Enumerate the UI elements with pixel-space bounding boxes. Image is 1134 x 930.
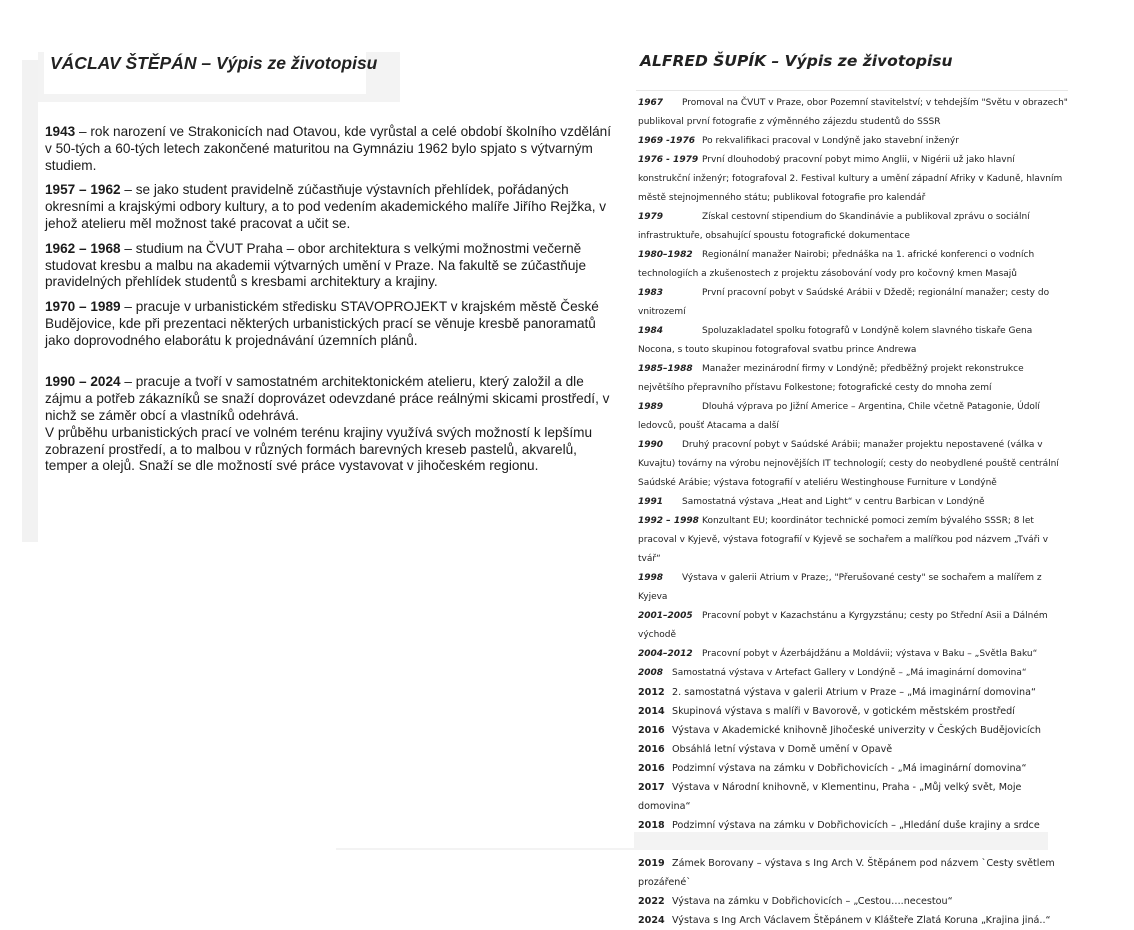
entry-text: Obsáhlá letní výstava v Domě umění v Opavě [672, 744, 893, 755]
entry-year: 1989 [638, 402, 664, 412]
entry-year: 1976 - 1979 [638, 155, 699, 165]
timeline-entry [638, 398, 1068, 436]
left-biography [45, 124, 615, 483]
timeline-entry [638, 284, 1068, 322]
bio-year: 1990 – 2024 [45, 374, 121, 390]
entry-text: Spoluzakladatel spolku fotografů v Londýně kolem slavného tiskaře Gena Nocona, s touto skupinou fotografoval svatbu prince Andrewa [638, 326, 1033, 355]
entry-year: 2008 [638, 668, 664, 678]
timeline-entry [638, 607, 1068, 645]
timeline-entry [638, 645, 1068, 664]
entry-text: 2. samostatná výstava v galerii Atrium v Praze – „Má imaginární domovina“ [672, 687, 1036, 698]
entry-year: 2001–2005 [638, 611, 693, 621]
entry-text: Podzimní výstava na zámku v Dobřichovicích – „Hledání duše krajiny a srdce [672, 820, 1040, 831]
entry-year: 2022 [638, 896, 665, 907]
entry-text: Samostatná výstava „Heat and Light“ v centru Barbican v Londýně [682, 497, 985, 507]
page-bottom-shade [634, 832, 1048, 850]
entry-year: 2016 [638, 744, 665, 755]
timeline-entry [638, 683, 1068, 702]
timeline-entry [638, 512, 1068, 569]
right-title: ALFRED ŠUPÍK – Výpis ze životopisu [640, 52, 953, 70]
timeline-entry [638, 360, 1068, 398]
timeline-entry [638, 854, 1068, 892]
entry-year: 2014 [638, 706, 665, 717]
bio-text: – pracuje a tvoří v samostatném architektonickém atelieru, který založil a dle zájmu a potřeb zákazníků se snaží doprovázet odevzdané práce reálnými skicami prostředí, v nichž se záměr obcí a vlastníků odehrává. V průběhu urbanistických prací ve volném terénu krajiny využívá svých možností k lepšímu zobrazení prostředí, a to malbou v různých formách barevných kreseb pastelů, akvarelů, temper a olejů. Snaží se dle možností své práce vystavovat v jihočeském regionu. [45, 374, 610, 474]
timeline-entry [638, 436, 1068, 493]
entry-year: 2019 [638, 858, 665, 869]
entry-year: 1969 -1976 [638, 136, 695, 146]
timeline-entry [638, 759, 1068, 778]
entry-text: Získal cestovní stipendium do Skandinávie a publikoval zprávu o sociální infrastruktuře, obsahující spoustu fotografické dokumentace [638, 212, 1030, 241]
timeline-entry [638, 208, 1068, 246]
bio-paragraph [45, 358, 615, 476]
entry-text: Samostatná výstava v Artefact Gallery v Londýně – „Má imaginární domovina“ [672, 668, 1027, 678]
entry-text: Výstava s Ing Arch Václavem Štěpánem v Klášteře Zlatá Koruna „Krajina jiná..“ [672, 915, 1051, 926]
entry-text: Manažer mezinárodní firmy v Londýně; předběžný projekt rekonstrukce největšího přepravního přístavu Folkestone; fotografické cesty do mnoha zemí [638, 364, 1024, 393]
timeline-entry [638, 132, 1068, 151]
entry-text: Konzultant EU; koordinátor technické pomoci zemím bývalého SSSR; 8 let pracoval v Kyjevě, výstava fotografií v Kyjevě se sochařem a malířkou pod názvem „Tváři v tvář“ [638, 516, 1049, 564]
entry-text: První pracovní pobyt v Saúdské Arábii v Džedě; regionální manažer; cesty do vnitrozemí [638, 288, 1050, 317]
entry-text: Výstava v Akademické knihovně Jihočeské univerzity v Českých Budějovicích [672, 725, 1041, 736]
entry-year: 1980–1982 [638, 250, 693, 260]
entry-year: 2024 [638, 915, 665, 926]
entry-year: 2016 [638, 725, 665, 736]
bio-year: 1943 [45, 124, 76, 139]
bio-text: – rok narození ve Strakonicích nad Otavou, kde vyrůstal a celé období školního vzdělání v 50-tých a 60-tých letech zakončené maturitou na Gymnáziu 1962 bylo spjato s výtvarným studiem. [45, 124, 612, 173]
timeline-entry [638, 246, 1068, 284]
timeline-entry [638, 911, 1068, 930]
timeline-entry [638, 740, 1068, 759]
entry-year: 1998 [638, 573, 664, 583]
bio-year: 1970 – 1989 [45, 299, 121, 315]
bio-paragraph [45, 241, 615, 291]
entry-text: Pracovní pobyt v Ázerbájdžánu a Moldávii; výstava v Baku – „Světla Baku“ [702, 649, 1038, 659]
timeline-entry [638, 702, 1068, 721]
bio-year: 1957 – 1962 [45, 182, 121, 198]
entry-year: 1985–1988 [638, 364, 693, 374]
timeline-entry [638, 322, 1068, 360]
timeline-entry [638, 778, 1068, 816]
entry-text: Výstava na zámku v Dobřichovicích – „Cestou….necestou“ [672, 896, 953, 907]
right-biography-list [638, 94, 1068, 930]
bio-text: – studium na ČVUT Praha – obor architektura s velkými možnostmi večerně studovat kresbu a malbu na akademii výtvarných umění v Praze. Na fakultě se zúčastňuje pravidelných přehlídek studentů s kresbami architektury a krajiny. [45, 240, 587, 290]
entry-text: Dlouhá výprava po Jižní Americe – Argentina, Chile včetně Patagonie, Údolí ledovců, poušť Atacama a další [638, 402, 1040, 431]
entry-year: 1984 [638, 326, 664, 336]
entry-year: 1992 – 1998 [638, 516, 699, 526]
entry-text: Zámek Borovany – výstava s Ing Arch V. Štěpánem pod názvem `Cesty světlem prozářené` [638, 858, 1055, 888]
entry-year: 1991 [638, 497, 664, 507]
timeline-entry [638, 892, 1068, 911]
bio-paragraph [45, 299, 615, 349]
left-title: VÁCLAV ŠTĚPÁN – Výpis ze životopisu [50, 53, 378, 73]
entry-year: 1983 [638, 288, 664, 298]
bio-year: 1962 – 1968 [45, 240, 121, 256]
entry-text: Druhý pracovní pobyt v Saúdské Arábii; manažer projektu nepostavené (válka v Kuvajtu) továrny na výrobu nejnovějších IT technologií; cesty do neobydlené pouště centrální Saúdské Arábie; výstava fotografií v ateliéru Westinghouse Furniture v Londýně [638, 440, 1059, 488]
entry-year: 2012 [638, 687, 665, 698]
entry-year: 2016 [638, 763, 665, 774]
entry-text: Pracovní pobyt v Kazachstánu a Kyrgyzstánu; cesty po Střední Asii a Dálném východě [638, 611, 1048, 640]
timeline-entry [638, 493, 1068, 512]
timeline-entry [638, 721, 1068, 740]
entry-year: 2004–2012 [638, 649, 693, 659]
entry-year: 1967 [638, 98, 664, 108]
entry-text: Promoval na ČVUT v Praze, obor Pozemní stavitelství; v tehdejším "Světu v obrazech" publikoval první fotografie z výměnného zájezdu studentů do SSSR [638, 98, 1068, 127]
entry-text: První dlouhodobý pracovní pobyt mimo Anglii, v Nigérii už jako hlavní konstrukční inženýr; fotografoval 2. Festival kultury a umění západní Afriky v Kaduně, hlavním městě stejnojmenného státu; publikoval fotografie pro kalendář [638, 155, 1063, 203]
entry-year: 2018 [638, 820, 665, 831]
bio-paragraph [45, 124, 615, 174]
timeline-entry [638, 664, 1068, 683]
entry-text: Výstava v galerii Atrium v Praze;, "Přerušované cesty" se sochařem a malířem z Kyjeva [638, 573, 1042, 602]
bio-text: – pracuje v urbanistickém středisku STAVOPROJEKT v krajském městě České Budějovice, kde při prezentaci některých urbanistických prací se věnuje kresbě panoramatů jako doprovodného elaborátu k projednávání územních plánů. [45, 299, 599, 348]
entry-year: 1990 [638, 440, 664, 450]
timeline-entry [638, 569, 1068, 607]
entry-text: Skupinová výstava s malíři v Bavorově, v gotickém městském prostředí [672, 706, 1015, 717]
entry-year: 1979 [638, 212, 664, 222]
entry-text: Výstava v Národní knihovně, v Klementinu, Praha - „Můj velký svět, Moje domovina“ [638, 782, 1022, 812]
left-page-edge [22, 60, 38, 542]
bio-paragraph [45, 182, 615, 232]
timeline-entry [638, 94, 1068, 132]
entry-text: Podzimní výstava na zámku v Dobřichovicích - „Má imaginární domovina“ [672, 763, 1027, 774]
entry-year: 2017 [638, 782, 665, 793]
entry-text: Po rekvalifikaci pracoval v Londýně jako stavební inženýr [702, 136, 959, 146]
bio-text: – se jako student pravidelně zúčastňuje výstavních přehlídek, pořádaných okresními a krajskými odbory kultury, a to pod vedením akademického malíře Jiřího Rejžka, v jehož atelieru měl možnost také pracovat a učit se. [45, 182, 607, 231]
entry-text: Regionální manažer Nairobi; přednáška na 1. africké konferenci o vodních technologiích a zkušenostech z projektu zásobování vody pro kočovný kmen Masajů [638, 250, 1035, 279]
divider [636, 90, 1068, 91]
timeline-entry [638, 151, 1068, 208]
